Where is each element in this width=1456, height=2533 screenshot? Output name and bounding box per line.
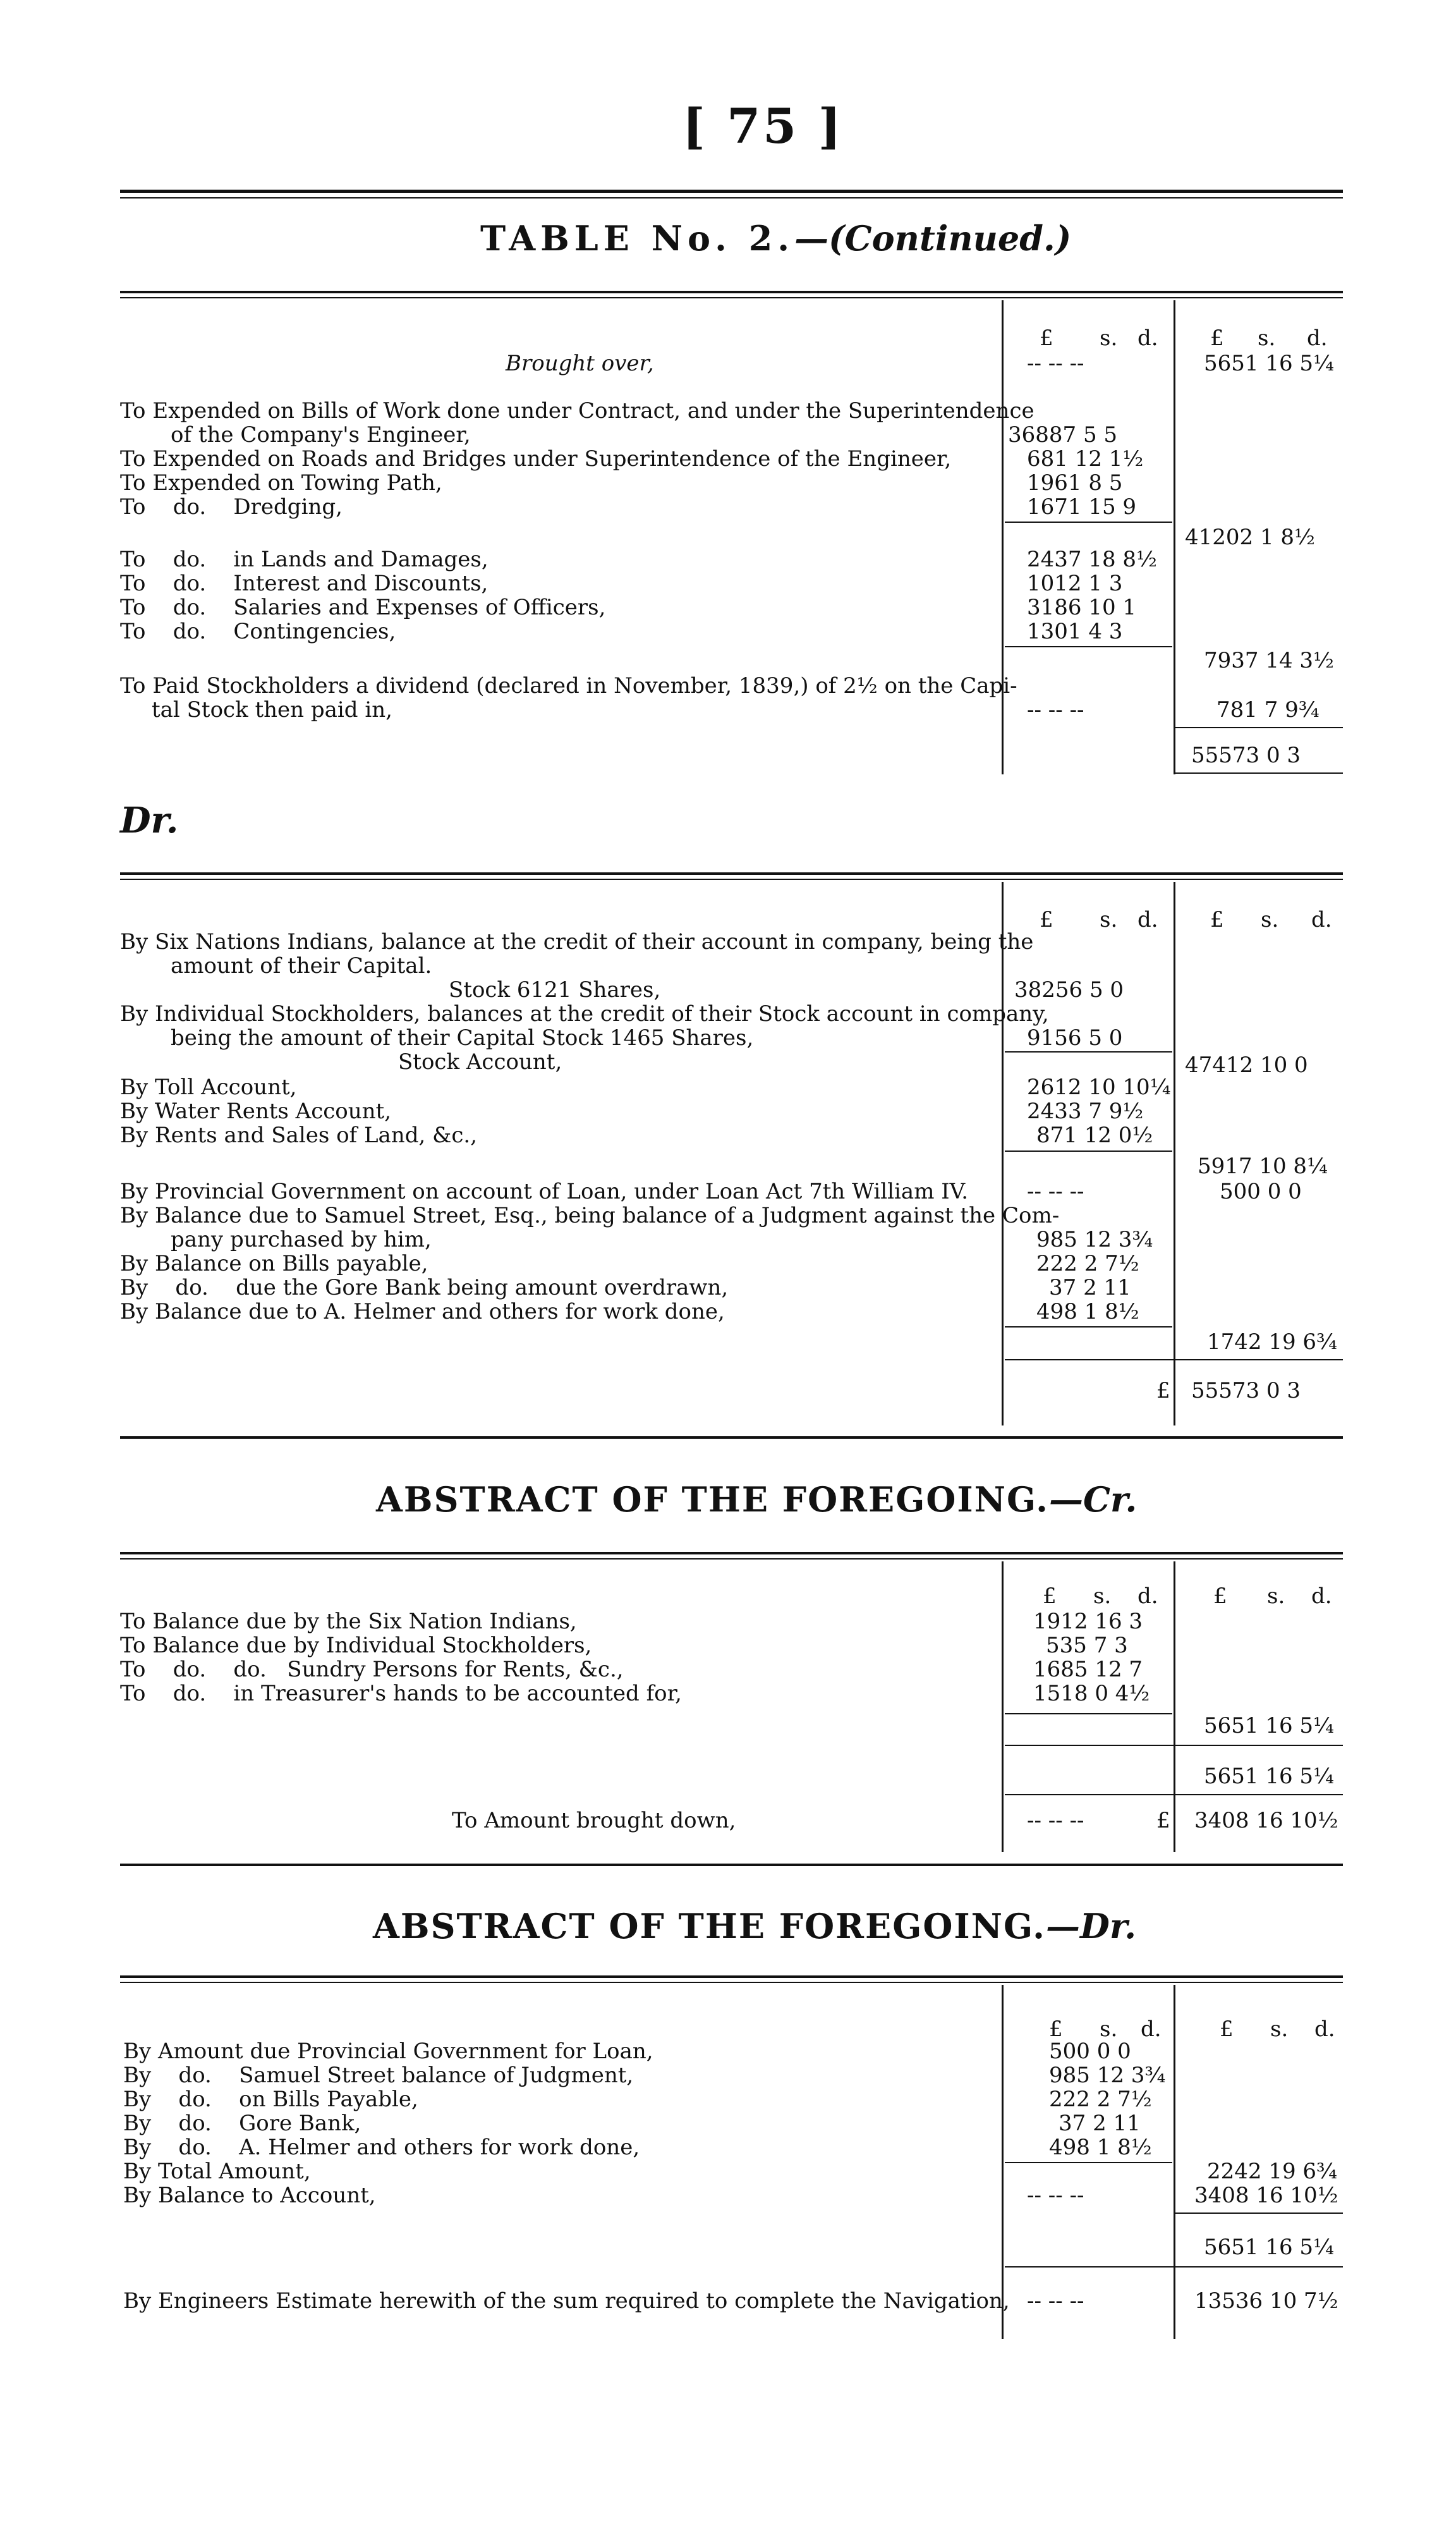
abstract-row-amount: 37 2 11 [1059, 2111, 1141, 2136]
col-head-pounds: £ [1210, 907, 1224, 932]
section-rule [120, 1864, 1343, 1866]
dividend-text: To Paid Stockholders a dividend (declared in November, 1839,) of 2½ on the Capi- [120, 673, 1017, 699]
ledger-row-text: To do. Contingencies, [120, 619, 396, 644]
col-head-pounds: £ [1049, 2017, 1063, 2042]
section-rule-thin [120, 1558, 1343, 1559]
total-rule [1005, 1794, 1343, 1795]
column-divider [1002, 882, 1004, 1425]
col-head-pounds: £ [1040, 326, 1053, 351]
section-rule [120, 872, 1343, 875]
balance-dashes: -- -- -- [1027, 2183, 1084, 2208]
abstract-dr-title-suffix: —Dr. [1045, 1906, 1137, 1946]
col-head-shillings: s. [1261, 907, 1279, 932]
col-head-pence: d. [1307, 326, 1328, 351]
total-rule [1175, 727, 1343, 728]
ledger-row-text: By Balance on Bills payable, [120, 1251, 428, 1276]
ledger-row-text: To Expended on Towing Path, [120, 470, 442, 496]
total-amount-value: 2242 19 6¾ [1207, 2159, 1337, 2184]
section-rule [120, 291, 1343, 293]
abstract-row-text: To do. do. Sundry Persons for Rents, &c., [120, 1657, 624, 1682]
total-rule [1175, 772, 1343, 774]
col-head-pence: d. [1311, 907, 1332, 932]
abstract-row-amount: 985 12 3¾ [1049, 2063, 1166, 2088]
col-head-pence: d. [1138, 1584, 1158, 1609]
col-head-pounds: £ [1043, 1584, 1057, 1609]
subtotal-rule [1005, 646, 1172, 647]
subtotal-amount: 7937 14 3½ [1204, 648, 1334, 673]
engineers-estimate-dashes: -- -- -- [1027, 2288, 1084, 2314]
ledger-row-amount: 222 2 7½ [1036, 1251, 1139, 1276]
col-head-shillings: s. [1270, 2017, 1289, 2042]
col-head-shillings: s. [1100, 326, 1118, 351]
total-amount-text: By Total Amount, [123, 2159, 311, 2184]
abstract-row-text: By Amount due Provincial Government for Loan, [123, 2039, 653, 2064]
column-divider [1002, 1985, 1004, 2339]
engineers-estimate-value: 13536 10 7½ [1194, 2288, 1338, 2314]
ledger-row-amount: 2612 10 10¼ [1027, 1075, 1171, 1100]
table-title-continued: —(Continued.) [794, 218, 1072, 259]
abstract-cr-title [376, 1479, 1137, 1520]
top-rule-thin [120, 197, 1343, 198]
subtotal-rule [1005, 1713, 1172, 1714]
brought-over-dashes: -- -- -- [1027, 351, 1084, 376]
ledger-row-text: amount of their Capital. [171, 953, 432, 979]
subtotal-rule [1005, 2162, 1172, 2163]
ledger-row-text: being the amount of their Capital Stock 1465 Shares, [171, 1025, 754, 1051]
ledger-row-amount: 1671 15 9 [1027, 494, 1137, 520]
ledger-row-amount: 2437 18 8½ [1027, 547, 1157, 572]
col-head-shillings: s. [1258, 326, 1276, 351]
dividend-text: tal Stock then paid in, [152, 697, 392, 723]
ledger-row-amount: 9156 5 0 [1027, 1025, 1123, 1051]
ledger-row-text: To Expended on Bills of Work done under Contract, and under the Superintendence [120, 398, 1034, 424]
column-divider [1174, 882, 1175, 1425]
col-head-pounds: £ [1210, 326, 1224, 351]
ledger-row-text: By Provincial Government on account of Loan, under Loan Act 7th William IV. [120, 1179, 969, 1204]
section-rule-thin [120, 297, 1343, 298]
col-head-pence: d. [1138, 907, 1158, 932]
ledger-row-amount: 985 12 3¾ [1036, 1227, 1153, 1252]
col-head-shillings: s. [1093, 1584, 1112, 1609]
table-title [480, 218, 1071, 259]
col-head-shillings: s. [1267, 1584, 1285, 1609]
subtotal-rule [1005, 522, 1172, 523]
pound-sign: £ [1156, 1378, 1170, 1403]
ledger-row-text: By Six Nations Indians, balance at the credit of their account in company, being the [120, 929, 1034, 955]
col-head-pence: d. [1314, 2017, 1335, 2042]
ledger-row-text: Stock 6121 Shares, [449, 977, 661, 1003]
ledger-row-text: pany purchased by him, [171, 1227, 432, 1252]
ledger-row-text: To do. Salaries and Expenses of Officers, [120, 595, 606, 620]
ledger-row-text: By Toll Account, [120, 1075, 297, 1100]
abstract-row-amount: 1912 16 3 [1033, 1609, 1143, 1634]
abstract-cr-total: 5651 16 5¼ [1204, 1764, 1334, 1789]
ledger-row-amount: 1301 4 3 [1027, 619, 1123, 644]
col-head-shillings: s. [1100, 907, 1118, 932]
col-head-pounds: £ [1220, 2017, 1234, 2042]
col-head-shillings: s. [1100, 2017, 1118, 2042]
section-rule [120, 1552, 1343, 1554]
page-number: [ 75 ] [682, 98, 844, 154]
col-head-pounds: £ [1213, 1584, 1227, 1609]
ledger-row-text: To do. in Lands and Damages, [120, 547, 488, 572]
ledger-row-amount: 37 2 11 [1049, 1275, 1131, 1300]
col-head-pence: d. [1138, 326, 1158, 351]
abstract-row-amount: 535 7 3 [1046, 1633, 1128, 1658]
ledger-row-amount: 36887 5 5 [1008, 422, 1118, 448]
total-rule [1005, 1745, 1343, 1746]
ledger-row-text: By Water Rents Account, [120, 1099, 392, 1124]
ledger-row-text: By Rents and Sales of Land, &c., [120, 1123, 478, 1148]
balances-subtotal: 1742 19 6¾ [1207, 1329, 1337, 1355]
revenue-subtotal: 5917 10 8¼ [1198, 1154, 1328, 1179]
abstract-row-amount: 500 0 0 [1049, 2039, 1131, 2064]
total-rule [1175, 2213, 1343, 2214]
section-rule [120, 1975, 1343, 1978]
ledger-row-text: By Balance due to A. Helmer and others for work done, [120, 1299, 725, 1324]
dr-total: 55573 0 3 [1191, 1378, 1301, 1403]
ledger-row-amount: 1012 1 3 [1027, 571, 1123, 596]
section-rule-thin [120, 879, 1343, 880]
ledger-row-text: By Balance due to Samuel Street, Esq., being balance of a Judgment against the Com- [120, 1203, 1060, 1228]
abstract-row-amount: 498 1 8½ [1049, 2135, 1152, 2160]
ledger-row-amount: 871 12 0½ [1036, 1123, 1153, 1148]
ledger-row-text: Stock Account, [398, 1049, 562, 1075]
total-rule [1005, 1359, 1343, 1360]
dr-label: Dr. [120, 800, 179, 841]
abstract-dr-title-text: ABSTRACT OF THE FOREGOING. [373, 1906, 1046, 1946]
column-divider [1174, 1561, 1175, 1852]
subtotal-rule [1005, 1326, 1172, 1328]
abstract-row-text: To do. in Treasurer's hands to be accounted for, [120, 1681, 682, 1706]
ledger-row-text: To do. Dredging, [120, 494, 343, 520]
dividend-amount: 781 7 9¾ [1216, 697, 1320, 723]
abstract-row-text: By do. on Bills Payable, [123, 2087, 418, 2112]
cr-total: 55573 0 3 [1191, 743, 1301, 768]
brought-down-dashes: -- -- -- [1027, 1808, 1084, 1833]
column-divider [1002, 300, 1004, 774]
brought-over-label: Brought over, [506, 351, 654, 376]
dividend-dashes: -- -- -- [1027, 697, 1084, 723]
column-divider [1174, 1985, 1175, 2339]
section-rule-thin [120, 1982, 1343, 1983]
abstract-dr-total: 5651 16 5¼ [1204, 2235, 1334, 2260]
ledger-row-text: To Expended on Roads and Bridges under Superintendence of the Engineer, [120, 446, 952, 472]
abstract-cr-title-suffix: —Cr. [1048, 1479, 1138, 1520]
subtotal-amount: 41202 1 8½ [1185, 525, 1315, 550]
col-head-pounds: £ [1040, 907, 1053, 932]
balance-text: By Balance to Account, [123, 2183, 376, 2208]
pound-sign: £ [1156, 1808, 1170, 1833]
abstract-row-amount: 222 2 7½ [1049, 2087, 1152, 2112]
ledger-row-amount: 1961 8 5 [1027, 470, 1123, 496]
top-rule [120, 190, 1343, 193]
col-head-pence: d. [1311, 1584, 1332, 1609]
total-rule [1005, 2266, 1343, 2267]
subtotal-rule [1005, 1051, 1172, 1053]
ledger-row-text: By do. due the Gore Bank being amount overdrawn, [120, 1275, 729, 1300]
ledger-row-text: By Individual Stockholders, balances at the credit of their Stock account in company, [120, 1001, 1049, 1027]
section-rule [120, 1436, 1343, 1439]
brought-down-amount: 3408 16 10½ [1194, 1808, 1338, 1833]
column-divider [1002, 1561, 1004, 1852]
loan-amount: 500 0 0 [1220, 1179, 1302, 1204]
ledger-row-amount: 681 12 1½ [1027, 446, 1144, 472]
subtotal-rule [1005, 1151, 1172, 1152]
ledger-row-amount: 3186 10 1 [1027, 595, 1137, 620]
abstract-cr-title-text: ABSTRACT OF THE FOREGOING. [376, 1479, 1049, 1520]
abstract-dr-title [373, 1906, 1136, 1946]
ledger-row-dashes: -- -- -- [1027, 1179, 1084, 1204]
balance-value: 3408 16 10½ [1194, 2183, 1338, 2208]
brought-down-text: To Amount brought down, [452, 1808, 736, 1833]
abstract-row-text: By do. A. Helmer and others for work done, [123, 2135, 640, 2160]
ledger-row-text: To do. Interest and Discounts, [120, 571, 488, 596]
ledger-row-amount: 498 1 8½ [1036, 1299, 1139, 1324]
abstract-row-amount: 1685 12 7 [1033, 1657, 1143, 1682]
capital-subtotal: 47412 10 0 [1185, 1053, 1308, 1078]
ledger-row-text: of the Company's Engineer, [171, 422, 471, 448]
abstract-row-text: To Balance due by Individual Stockholders, [120, 1633, 592, 1658]
ledger-row-amount: 38256 5 0 [1014, 977, 1124, 1003]
abstract-row-text: By do. Samuel Street balance of Judgment, [123, 2063, 634, 2088]
table-title-text: TABLE No. 2. [480, 218, 795, 259]
abstract-cr-subtotal: 5651 16 5¼ [1204, 1713, 1334, 1738]
abstract-row-amount: 1518 0 4½ [1033, 1681, 1150, 1706]
column-divider [1174, 300, 1175, 774]
engineers-estimate-text: By Engineers Estimate herewith of the sum required to complete the Navigation, [123, 2288, 1010, 2314]
col-head-pence: d. [1141, 2017, 1162, 2042]
brought-over-total: 5651 16 5¼ [1204, 351, 1334, 376]
abstract-row-text: By do. Gore Bank, [123, 2111, 361, 2136]
abstract-row-text: To Balance due by the Six Nation Indians, [120, 1609, 577, 1634]
ledger-row-amount: 2433 7 9½ [1027, 1099, 1144, 1124]
